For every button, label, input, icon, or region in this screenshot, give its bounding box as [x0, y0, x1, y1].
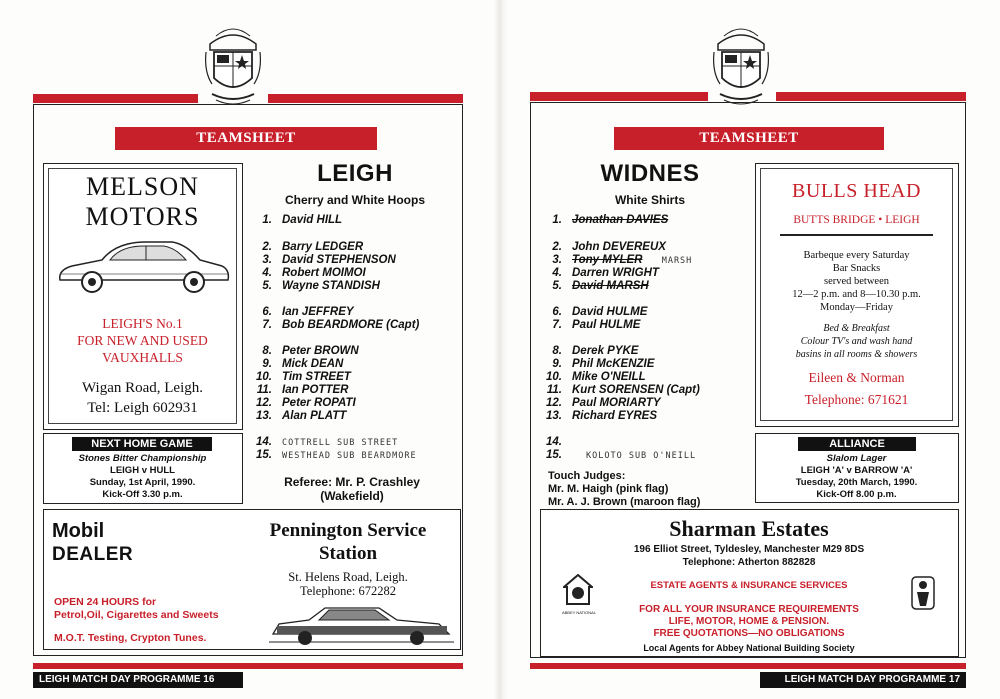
pennington-address: St. Helens Road, Leigh. — [288, 570, 408, 584]
player-row: 1. Jonathan DAVIES — [552, 214, 669, 226]
player-row: 11. Ian POTTER — [256, 384, 349, 396]
bulls-head-sub: BUTTS BRIDGE • LEIGH — [793, 214, 920, 226]
bulls-l4: 12—2 p.m. and 8—10.30 p.m. — [792, 289, 921, 300]
next-home-l2: LEIGH v HULL — [110, 465, 175, 476]
sharman-r2: LIFE, MOTOR, HOME & PENSION. — [668, 616, 830, 627]
bulls-l8: basins in all rooms & showers — [795, 349, 918, 360]
alliance-box — [755, 433, 959, 503]
abbey-logo-text: ABBEY NATIONAL — [561, 610, 597, 615]
top-red-bar-left — [33, 94, 198, 103]
player-row: 3. Tony MYLER MARSH — [552, 254, 693, 266]
next-home-l4: Kick-Off 3.30 p.m. — [102, 489, 183, 500]
player-row: 2. John DEVEREUX — [552, 241, 666, 253]
away-team-name: WIDNES — [600, 160, 700, 187]
alliance-l1: Slalom Lager — [826, 453, 887, 464]
player-row: 14. — [546, 436, 562, 448]
mobil-products: Petrol,Oil, Cigarettes and Sweets — [54, 609, 219, 621]
sharman-tel: Telephone: Atherton 882828 — [682, 557, 816, 568]
player-row: 8. Peter BROWN — [262, 345, 359, 357]
player-row: 13. Alan PLATT — [256, 410, 347, 422]
mobil-open: OPEN 24 HOURS for — [54, 596, 157, 608]
handwritten-sub-15: WESTHEAD SUB BEARDMORE — [282, 451, 417, 461]
bulls-l5: Monday—Friday — [820, 302, 893, 313]
sharman-services: ESTATE AGENTS & INSURANCE SERVICES — [650, 580, 848, 591]
bulls-l2: Bar Snacks — [832, 263, 881, 274]
bottom-red-bar — [530, 663, 966, 669]
home-team-colours: Cherry and White Hoops — [284, 193, 425, 207]
player-row: 9. Mick DEAN — [262, 358, 344, 370]
sharman-r1: FOR ALL YOUR INSURANCE REQUIREMENTS — [639, 604, 859, 615]
bulls-l1: Barbeque every Saturday — [803, 250, 910, 261]
bottom-red-bar — [33, 663, 463, 669]
player-row: 4. Darren WRIGHT — [552, 267, 659, 279]
away-player-list — [542, 0, 757, 470]
left-page — [0, 0, 494, 699]
player-row: 15. WESTHEAD SUB BEARDMORE — [256, 449, 417, 461]
mobil-brand: Mobil — [52, 520, 105, 542]
melson-title-2: MOTORS — [85, 202, 200, 231]
next-home-game-heading: NEXT HOME GAME — [72, 437, 212, 451]
car-icon — [54, 234, 232, 304]
sharman-address: 196 Elliot Street, Tyldesley, Manchester M29 8DS — [633, 544, 865, 555]
sharman-local: Local Agents for Abbey National Building Society — [643, 643, 855, 653]
player-row: 10. Mike O'NEILL — [546, 371, 646, 383]
pennington-tel: Telephone: 672282 — [300, 584, 396, 598]
page-footer: LEIGH MATCH DAY PROGRAMME 17 — [760, 672, 966, 688]
player-row: 10. Tim STREET — [256, 371, 351, 383]
right-page — [500, 0, 1000, 699]
bulls-l6: Bed & Breakfast — [823, 323, 890, 334]
referee-place: (Wakefield) — [320, 489, 384, 503]
handwritten-marsh: MARSH — [661, 256, 693, 266]
bulls-l3: served between — [823, 276, 889, 287]
player-row: 5. David MARSH — [552, 280, 649, 292]
alliance-l3: Tuesday, 20th March, 1990. — [795, 477, 918, 488]
mobil-dealer: DEALER — [52, 544, 134, 565]
page-footer: LEIGH MATCH DAY PROGRAMME 16 — [33, 672, 243, 688]
player-row: 11. Kurt SORENSEN (Capt) — [546, 384, 700, 396]
next-home-l3: Sunday, 1st April, 1990. — [89, 477, 196, 488]
pennington-ad — [43, 509, 461, 650]
cars-illustration-icon — [269, 598, 454, 646]
referee: Referee: Mr. P. Crashley — [284, 475, 420, 489]
alliance-l4: Kick-Off 8.00 p.m. — [816, 489, 897, 500]
sharman-r3: FREE QUOTATIONS—NO OBLIGATIONS — [653, 628, 845, 639]
teamsheet-banner: TEAMSHEET — [115, 127, 377, 150]
player-row: 6. Ian JEFFREY — [262, 306, 354, 318]
bulls-l7: Colour TV's and wash hand — [800, 336, 913, 347]
player-row: 7. Paul HULME — [552, 319, 641, 331]
melson-tag-1: LEIGH'S No.1 — [102, 316, 183, 331]
melson-tag-3: VAUXHALLS — [102, 350, 183, 365]
player-row: 9. Phil McKENZIE — [552, 358, 655, 370]
next-home-game-box — [43, 433, 243, 504]
touch-judge-2: Mr. A. J. Brown (maroon flag) — [548, 496, 701, 508]
player-row: 12. Paul MORIARTY — [546, 397, 661, 409]
bulls-head-title: BULLS HEAD — [792, 180, 921, 202]
melson-title-1: MELSON — [86, 172, 199, 201]
player-row: 1. David HILL — [262, 214, 343, 226]
touch-judge-1: Mr. M. Haigh (pink flag) — [548, 483, 669, 495]
handwritten-sub-15: KOLOTO SUB O'NEILL — [586, 451, 697, 461]
next-home-l1: Stones Bitter Championship — [78, 453, 207, 464]
player-row: 13. Richard EYRES — [546, 410, 657, 422]
player-row: 3. David STEPHENSON — [262, 254, 396, 266]
pennington-title-1: Pennington Service — [269, 520, 427, 541]
player-row: 12. Peter ROPATI — [256, 397, 356, 409]
melson-tag-2: FOR NEW AND USED — [77, 333, 208, 348]
sharman-estates-ad — [540, 509, 959, 657]
melson-tel: Tel: Leigh 602931 — [87, 400, 198, 416]
bulls-names: Eileen & Norman — [808, 370, 905, 385]
touch-judges-label: Touch Judges: — [548, 470, 626, 482]
player-row: 8. Derek PYKE — [552, 345, 639, 357]
away-team-colours: White Shirts — [614, 193, 685, 207]
pennington-title-2: Station — [318, 543, 378, 564]
handwritten-sub-14: COTTRELL SUB STREET — [282, 438, 399, 448]
player-row: 15. KOLOTO SUB O'NEILL — [546, 449, 697, 461]
player-row: 5. Wayne STANDISH — [262, 280, 380, 292]
sharman-title: Sharman Estates — [669, 516, 829, 541]
player-row: 14. COTTRELL SUB STREET — [256, 436, 399, 448]
melson-address: Wigan Road, Leigh. — [81, 380, 204, 396]
alliance-l2: LEIGH 'A' v BARROW 'A' — [800, 465, 913, 476]
bulls-tel: Telephone: 671621 — [804, 392, 909, 407]
player-row: 6. David HULME — [552, 306, 648, 318]
home-team-name: LEIGH — [317, 160, 393, 187]
melson-motors-ad — [43, 163, 243, 430]
player-row: 2. Barry LEDGER — [262, 241, 364, 253]
player-row: 4. Robert MOIMOI — [262, 267, 366, 279]
top-red-bar-right — [776, 92, 966, 101]
player-row: 7. Bob BEARDMORE (Capt) — [262, 319, 420, 331]
bulls-head-ad — [755, 163, 959, 427]
mobil-mot: M.O.T. Testing, Crypton Tunes. — [54, 632, 207, 644]
home-player-list — [252, 0, 462, 470]
alliance-heading: ALLIANCE — [798, 437, 916, 451]
teamsheet-banner: TEAMSHEET — [614, 127, 884, 150]
bulls-head-divider — [780, 234, 933, 236]
